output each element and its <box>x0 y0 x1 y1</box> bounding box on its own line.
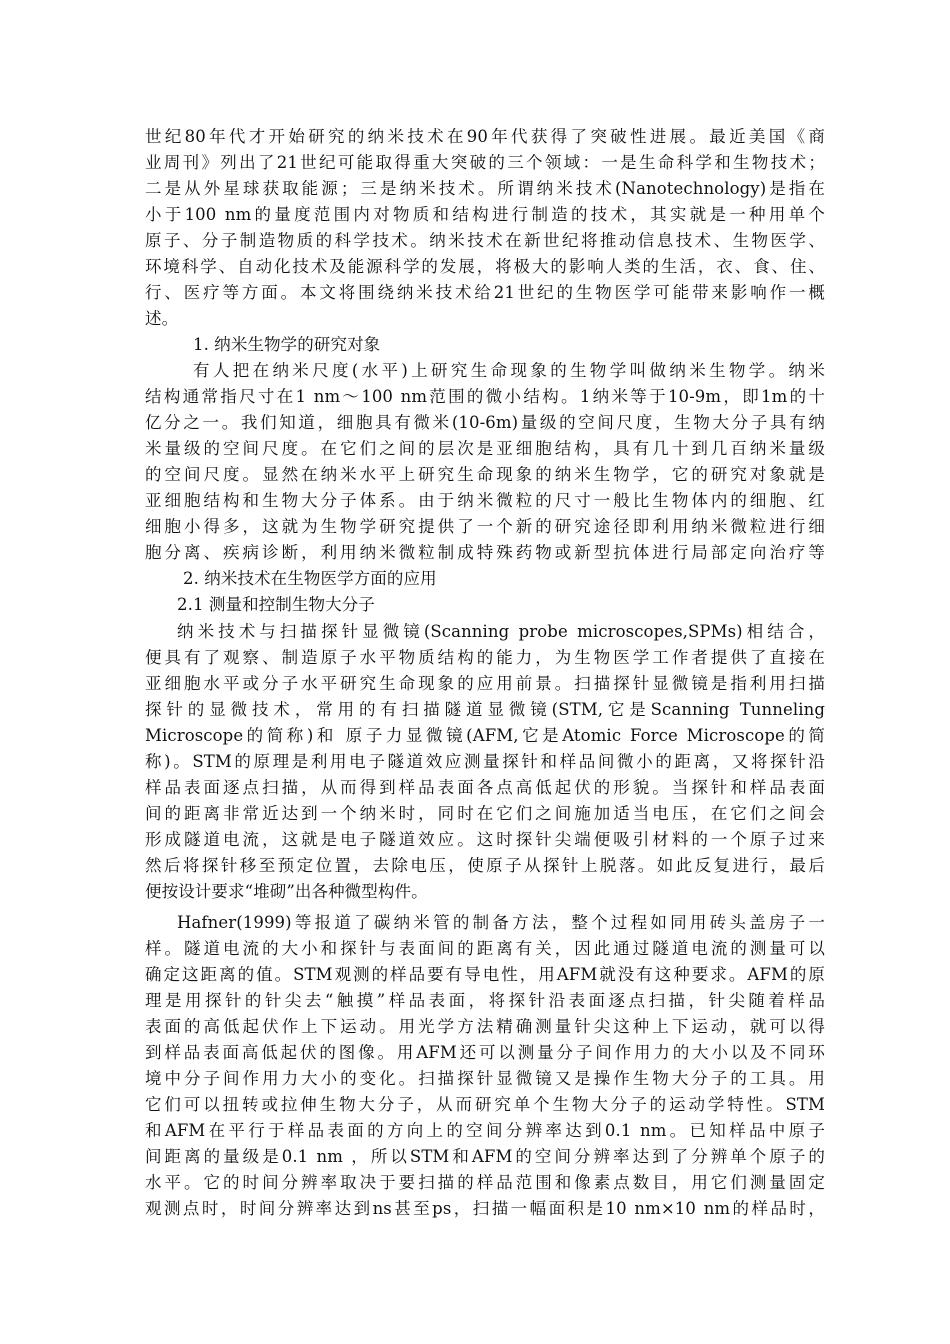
text-line: 的空间尺度。显然在纳米水平上研究生命现象的纳米生物学，它的研究对象就是 <box>145 465 825 484</box>
text-line: 环境科学、自动化技术及能源科学的发展，将极大的影响人类的生活，衣、食、住、 <box>145 257 825 276</box>
text-line: 细胞小得多，这就为生物学研究提供了一个新的研究途径即利用纳米微粒进行细 <box>145 517 825 536</box>
text-line: 境中分子间作用力大小的变化。扫描探针显微镜又是操作生物大分子的工具。用 <box>145 1069 825 1088</box>
text-line: 它们可以扭转或拉伸生物大分子，从而研究单个生物大分子的运动学特性。STM <box>145 1095 825 1114</box>
text-line: 称)。STM的原理是利用电子隧道效应测量探针和样品间微小的距离，又将探针沿 <box>145 752 825 771</box>
text-line: 观测点时，时间分辨率达到ns甚至ps，扫描一幅面积是10 nm×10 nm的样品时， <box>145 1199 825 1218</box>
text-line: 样。隧道电流的大小和探针与表面间的距离有关，因此通过隧道电流的测量可以 <box>145 939 825 958</box>
text-line: 然后将探针移至预定位置，去除电压，使原子从探针上脱落。如此反复进行，最后 <box>145 856 825 875</box>
text-line: 胞分离、疾病诊断，利用纳米微粒制成特殊药物或新型抗体进行局部定向治疗等 <box>145 543 825 562</box>
text-line: 米量级的空间尺度。在它们之间的层次是亚细胞结构，具有几十到几百纳米量级 <box>145 439 825 458</box>
text-line: 世纪80年代才开始研究的纳米技术在90年代获得了突破性进展。最近美国《商 <box>145 127 825 146</box>
section-heading-2: 2. 纳米技术在生物医学方面的应用 <box>183 569 437 588</box>
text-line: 二是从外星球获取能源；三是纳米技术。所谓纳米技术(Nanotechnology)是指在 <box>145 179 825 198</box>
text-line: 亚细胞水平或分子水平研究生命现象的应用前景。扫描探针显微镜是指利用扫描 <box>145 674 825 693</box>
text-line: 业周刊》列出了21世纪可能取得重大突破的三个领域：一是生命科学和生物技术； <box>145 153 825 172</box>
text-line: 间的距离非常近达到一个纳米时，同时在它们之间施加适当电压，在它们之间会 <box>145 804 825 823</box>
section-heading-1: 1. 纳米生物学的研究对象 <box>193 335 381 354</box>
subsection-heading-2-1: 2.1 测量和控制生物大分子 <box>177 595 375 614</box>
text-line: 到样品表面高低起伏的图像。用AFM还可以测量分子间作用力的大小以及不同环 <box>145 1043 825 1062</box>
text-line: 探针的显微技术，常用的有扫描隧道显微镜(STM,它是Scanning Tunneling <box>145 700 825 719</box>
text-line: 原子、分子制造物质的科学技术。纳米技术在新世纪将推动信息技术、生物医学、 <box>145 231 825 250</box>
text-line: 便具有了观察、制造原子水平物质结构的能力，为生物医学工作者提供了直接在 <box>145 648 825 667</box>
text-line: 结构通常指尺寸在1 nm～100 nm范围的微小结构。1纳米等于10-9m，即1m的十 <box>145 387 825 406</box>
text-line: 纳米技术与扫描探针显微镜(Scanning probe microscopes,SPMs)相结合， <box>177 622 825 641</box>
text-line: 样品表面逐点扫描，从而得到样品表面各点高低起伏的形貌。当探针和样品表面 <box>145 778 825 797</box>
text-line: 述。 <box>145 309 179 328</box>
text-line: 小于100 nm的量度范围内对物质和结构进行制造的技术，其实就是一种用单个 <box>145 205 825 224</box>
text-line: 行、医疗等方面。本文将围绕纳米技术给21世纪的生物医学可能带来影响作一概 <box>145 283 825 302</box>
text-line: Hafner(1999)等报道了碳纳米管的制备方法，整个过程如同用砖头盖房子一 <box>177 913 825 932</box>
text-line: Microscope的简称)和 原子力显微镜(AFM,它是Atomic Force Microscope的简 <box>145 726 825 745</box>
text-line: 理是用探针的针尖去“触摸”样品表面，将探针沿表面逐点扫描，针尖随着样品 <box>145 991 825 1010</box>
text-line: 水平。它的时间分辨率取决于要扫描的样品范围和像素点数目，用它们测量固定 <box>145 1173 825 1192</box>
text-line: 和AFM在平行于样品表面的方向上的空间分辨率达到0.1 nm。已知样品中原子 <box>145 1121 825 1140</box>
text-line: 便按设计要求“堆砌”出各种微型构件。 <box>145 882 428 901</box>
text-line: 表面的高低起伏作上下运动。用光学方法精确测量针尖这种上下运动，就可以得 <box>145 1017 825 1036</box>
text-line: 确定这距离的值。STM观测的样品要有导电性，用AFM就没有这种要求。AFM的原 <box>145 965 825 984</box>
text-line: 亿分之一。我们知道，细胞具有微米(10-6m)量级的空间尺度，生物大分子具有纳 <box>145 413 825 432</box>
text-line: 亚细胞结构和生物大分子体系。由于纳米微粒的尺寸一般比生物体内的细胞、红 <box>145 491 825 510</box>
text-line: 形成隧道电流，这就是电子隧道效应。这时探针尖端便吸引材料的一个原子过来 <box>145 830 825 849</box>
text-line: 间距离的量级是0.1 nm ，所以STM和AFM的空间分辨率达到了分辨单个原子的 <box>145 1147 825 1166</box>
text-line: 有人把在纳米尺度(水平)上研究生命现象的生物学叫做纳米生物学。纳米 <box>193 361 825 380</box>
